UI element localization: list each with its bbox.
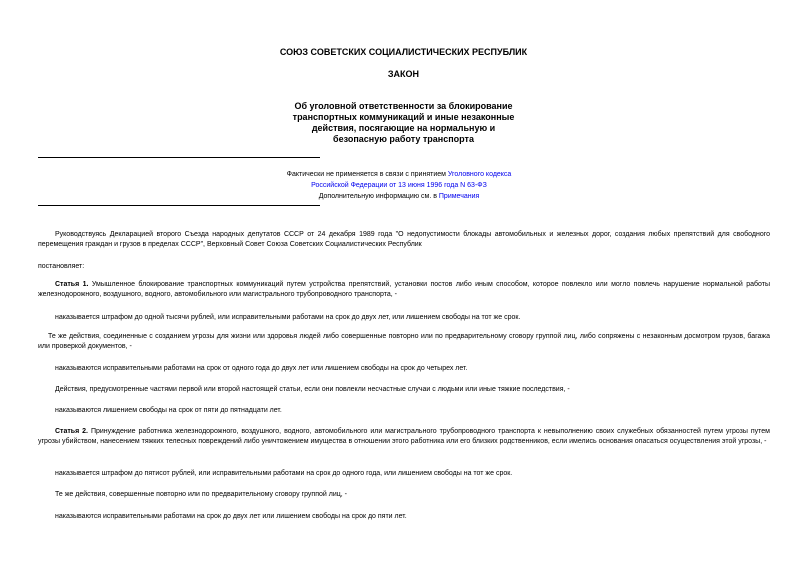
law-title-line-2: транспортных коммуникаций и иные незаконные: [292, 112, 515, 122]
article-1-paragraph: [38, 280, 770, 300]
bottom-divider: [38, 205, 320, 206]
article-2-part-2: Те же действия, совершенные повторно или по предварительному сговору группой лиц, -: [55, 491, 347, 498]
article-2-paragraph: [38, 427, 770, 447]
article-2-penalty-2: наказываются исправительными работами на срок до двух лет или лишением свободы на срок до пяти лет.: [55, 513, 407, 520]
resolves-paragraph: постановляет:: [38, 263, 85, 270]
additional-info-text: Дополнительную информацию см. в: [318, 193, 439, 200]
status-note: [38, 169, 760, 202]
article-2-label: Статья 2.: [55, 428, 88, 435]
law-title-line-1: Об уголовной ответственности за блокирование: [294, 101, 513, 111]
article-1-penalty-3: наказываются лишением свободы на срок от пяти до пятнадцати лет.: [55, 407, 282, 414]
status-note-line-2: [38, 180, 760, 191]
status-note-line-3: [38, 191, 760, 202]
criminal-code-date-link[interactable]: Российской Федерации от 13 июня 1996 года N 63-ФЗ: [311, 182, 487, 189]
article-1-part-3: Действия, предусмотренные частями первой или второй настоящей статьи, если они повлекли несчастные случаи с людьми или иные тяжкие последствия, -: [55, 386, 570, 393]
criminal-code-link[interactable]: Уголовного кодекса: [447, 171, 512, 178]
preamble-paragraph: Руководствуясь Декларацией второго Съезда народных депутатов СССР от 24 декабря 1989 года "О недопустимости блокады автомобильных и железных дорог, создания любых препятствий для свободного перемещения граждан и грузов в пределах СССР", Верховный Совет Союза Советских Социалистических Республик: [38, 231, 770, 248]
article-2-text: Принуждение работника железнодорожного, воздушного, водного, автомобильного или магистрального трубопроводного транспорта к невыполнению своих служебных обязанностей путем угрозы путем угрозы убийством, нанесением тяжких телесных повреждений либо уничтожением имущества в отношении этого работника или его близких родственников, если имелись основания опасаться осуществления этой угрозы, -: [38, 428, 770, 445]
law-title-line-4: безопасную работу транспорта: [333, 134, 474, 144]
status-note-text: Фактически не применяется в связи с принятием: [286, 171, 448, 178]
union-heading: СОЮЗ СОВЕТСКИХ СОЦИАЛИСТИЧЕСКИХ РЕСПУБЛИК: [279, 47, 528, 57]
article-1-penalty-2: наказываются исправительными работами на срок от одного года до двух лет или лишением свободы на срок до четырех лет.: [55, 365, 468, 372]
article-1-part-2: Те же действия, соединенные с созданием угрозы для жизни или здоровья людей либо совершенные повторно или по предварительному сговору группой лиц, либо сопряжены с незаконным досмотром грузов, багажа или проверкой документов, -: [38, 333, 770, 350]
article-1-penalty: наказывается штрафом до одной тысячи рублей, или исправительными работами на срок до двух лет, или лишением свободы на тот же срок.: [55, 314, 521, 321]
article-1-text: Умышленное блокирование транспортных коммуникаций путем устройства препятствий, установки постов либо иным способом, которое повлекло или могло повлечь нарушение нормальной работы железнодорожного, воздушного, водного, автомобильного или магистрального трубопроводного транспорта, -: [38, 281, 771, 298]
law-title-line-3: действия, посягающие на нормальную и: [311, 123, 496, 133]
top-divider: [38, 157, 320, 158]
notes-link[interactable]: Примечания: [438, 193, 480, 200]
status-note-line-1: [38, 169, 760, 180]
law-title: [0, 101, 807, 145]
article-2-penalty: наказывается штрафом до пятисот рублей, или исправительными работами на срок до одного года, или лишением свободы на тот же срок.: [55, 470, 513, 477]
article-1-label: Статья 1.: [55, 281, 89, 288]
document-type-heading: ЗАКОН: [387, 69, 420, 79]
